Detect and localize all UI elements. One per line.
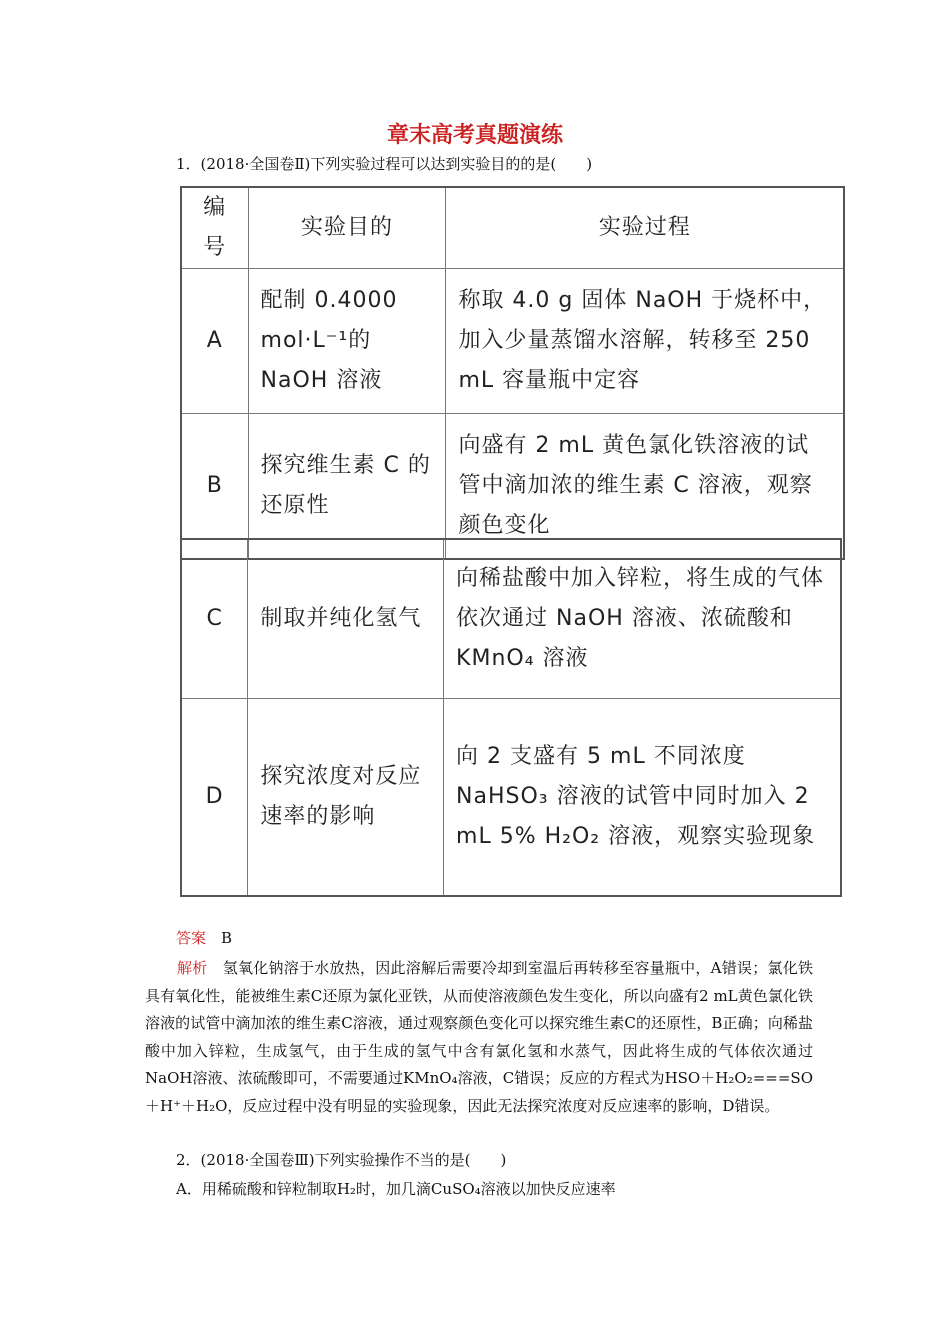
row-process: 向 2 支盛有 5 mL 不同浓度 NaHSO₃ 溶液的试管中同时加入 2 mL 5% H₂O₂ 溶液，观察实验现象 bbox=[444, 699, 841, 897]
row-purpose: 配制 0.4000 mol·L⁻¹的NaOH 溶液 bbox=[248, 269, 446, 414]
explanation-text: 氢氧化钠溶于水放热，因此溶解后需要冷却到室温后再转移至容量瓶中，A错误；氯化铁具有氧化性，能被维生素C还原为氯化亚铁，从而使溶液颜色发生变化，所以向盛有2 mL黄色氯化铁溶液的试管中滴加浓的维生素C溶液，通过观察颜色变化可以探究维生素C的还原性，B正确；向稀盐酸中加入锌粒，生成氢气，由于生成的氢气中含有氯化氢和水蒸气，因此将生成的气体依次通过NaOH溶液、浓硫酸即可，不需要通过KMnO₄溶液，C错误；反应的方程式为HSO＋H₂O₂===SO＋H⁺＋H₂O，反应过程中没有明显的实验现象，因此无法探究浓度对反应速率的影响，D错误。 bbox=[145, 959, 813, 1115]
question-2-stem: 2．(2018·全国卷Ⅲ)下列实验操作不当的是( ) bbox=[176, 1151, 507, 1169]
explanation-label: 解析 bbox=[177, 959, 208, 977]
table-row bbox=[181, 699, 841, 897]
header-id: 编号 bbox=[181, 187, 248, 269]
answer-label: 答案 bbox=[176, 929, 207, 947]
row-purpose: 制取并纯化氢气 bbox=[248, 539, 444, 699]
row-purpose: 探究浓度对反应速率的影响 bbox=[248, 699, 444, 897]
row-id: A bbox=[181, 269, 248, 414]
question-1-stem: 1．(2018·全国卷Ⅱ)下列实验过程可以达到实验目的的是( ) bbox=[176, 155, 593, 173]
table-header-row bbox=[181, 187, 844, 269]
answer-value: B bbox=[221, 929, 233, 947]
row-process: 向稀盐酸中加入锌粒，将生成的气体依次通过 NaOH 溶液、浓硫酸和 KMnO₄ 溶液 bbox=[444, 539, 841, 699]
answer-line bbox=[176, 927, 232, 948]
experiment-table-part-2 bbox=[180, 538, 842, 897]
experiment-table-part-1 bbox=[180, 186, 845, 560]
row-id: C bbox=[181, 539, 248, 699]
header-purpose: 实验目的 bbox=[248, 187, 446, 269]
row-process: 向盛有 2 mL 黄色氯化铁溶液的试管中滴加浓的维生素 C 溶液，观察颜色变化 bbox=[446, 414, 844, 560]
row-process: 称取 4.0 g 固体 NaOH 于烧杯中，加入少量蒸馏水溶解，转移至 250 mL 容量瓶中定容 bbox=[446, 269, 844, 414]
row-purpose: 探究维生素 C 的还原性 bbox=[248, 414, 446, 560]
header-process: 实验过程 bbox=[446, 187, 844, 269]
explanation-paragraph bbox=[145, 955, 813, 1120]
page-title: 章末高考真题演练 bbox=[386, 123, 563, 148]
row-id: D bbox=[181, 699, 248, 897]
table-row bbox=[181, 539, 841, 699]
question-2-option-a: A．用稀硫酸和锌粒制取H₂时，加几滴CuSO₄溶液以加快反应速率 bbox=[176, 1180, 616, 1198]
table-row bbox=[181, 269, 844, 414]
row-id: B bbox=[181, 414, 248, 560]
